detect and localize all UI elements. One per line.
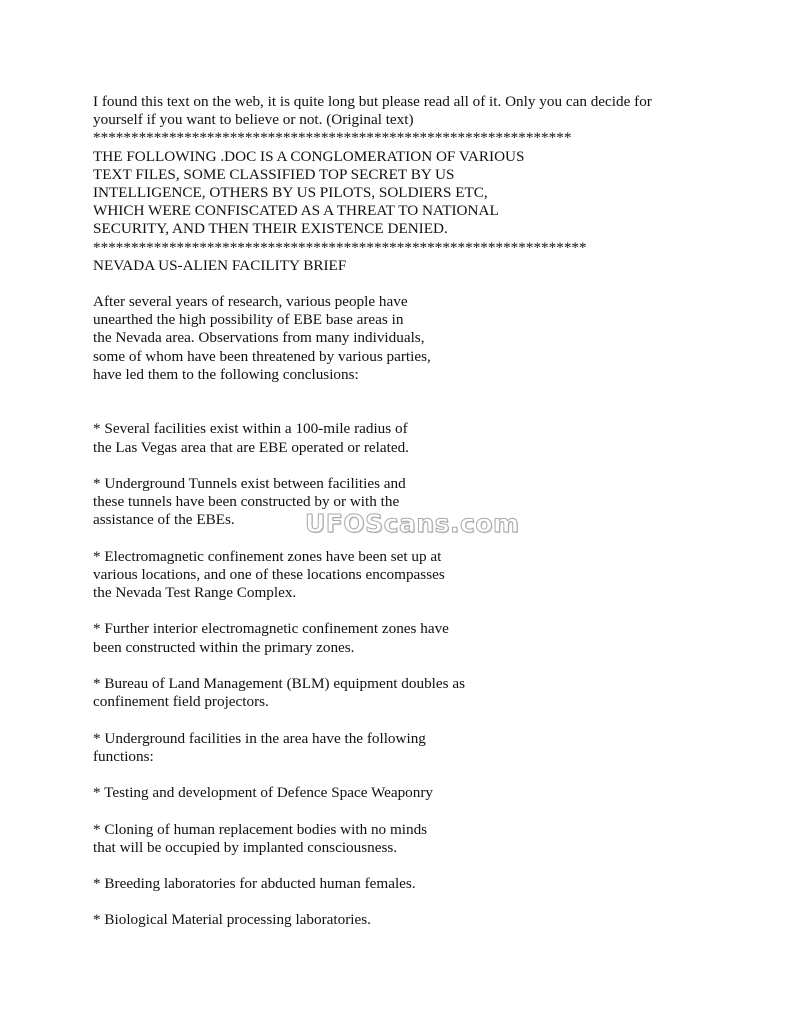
blank-line [93, 802, 733, 820]
summary-line: some of whom have been threatened by various parties, [93, 347, 431, 365]
blank-line [93, 857, 733, 875]
notice-line: TEXT FILES, SOME CLASSIFIED TOP SECRET BY US [93, 165, 455, 183]
point-line: the Nevada Test Range Complex. [93, 584, 297, 602]
point-line: * Testing and development of Defence Space Weaponry [93, 784, 434, 802]
separator: ***************************************************************** [93, 238, 587, 256]
watermark-logo: UFOScans.com [305, 509, 520, 538]
blank-line [93, 766, 733, 784]
separator: *************************************************************** [93, 129, 572, 147]
point-line: * Underground facilities in the area have the following [93, 729, 426, 747]
blank-line [93, 602, 733, 620]
blank-line [93, 893, 733, 911]
point-line: the Las Vegas area that are EBE operated or related. [93, 438, 409, 456]
blank-line [93, 402, 733, 420]
point-line: assistance of the EBEs. [93, 511, 235, 529]
summary-line: After several years of research, various people have [93, 293, 408, 311]
notice-line: INTELLIGENCE, OTHERS BY US PILOTS, SOLDIERS ETC, [93, 183, 488, 201]
notice-line: WHICH WERE CONFISCATED AS A THREAT TO NATIONAL [93, 202, 499, 220]
point-line: * Electromagnetic confinement zones have been set up at [93, 547, 442, 565]
blank-line [93, 711, 733, 729]
summary-line: have led them to the following conclusions: [93, 365, 359, 383]
point-line: been constructed within the primary zones. [93, 638, 355, 656]
point-line: * Biological Material processing laboratories. [93, 911, 371, 929]
blank-line [93, 457, 733, 475]
point-line: * Breeding laboratories for abducted human females. [93, 875, 416, 893]
point-line: * Underground Tunnels exist between facilities and [93, 474, 406, 492]
blank-line [93, 384, 733, 402]
blank-line [93, 275, 733, 293]
point-line: * Bureau of Land Management (BLM) equipment doubles as [93, 675, 465, 692]
blank-line [93, 657, 733, 675]
intro-line: yourself if you want to believe or not. (Original text) [93, 111, 414, 129]
summary-line: unearthed the high possibility of EBE base areas in [93, 311, 404, 329]
point-line: * Several facilities exist within a 100-mile radius of [93, 420, 408, 438]
notice-line: THE FOLLOWING .DOC IS A CONGLOMERATION OF VARIOUS [93, 147, 525, 165]
point-line: confinement field projectors. [93, 693, 269, 711]
point-line: * Cloning of human replacement bodies with no minds [93, 820, 428, 838]
point-line: functions: [93, 747, 154, 765]
intro-line: I found this text on the web, it is quite long but please read all of it. Only you can decide for [93, 93, 652, 110]
notice-line: SECURITY, AND THEN THEIR EXISTENCE DENIED. [93, 220, 448, 238]
document-title: NEVADA US-ALIEN FACILITY BRIEF [93, 256, 347, 274]
summary-line: the Nevada area. Observations from many individuals, [93, 329, 425, 347]
point-line: * Further interior electromagnetic confinement zones have [93, 620, 449, 638]
point-line: these tunnels have been constructed by or with the [93, 493, 400, 511]
point-line: various locations, and one of these locations encompasses [93, 565, 445, 583]
point-line: that will be occupied by implanted consciousness. [93, 838, 398, 856]
